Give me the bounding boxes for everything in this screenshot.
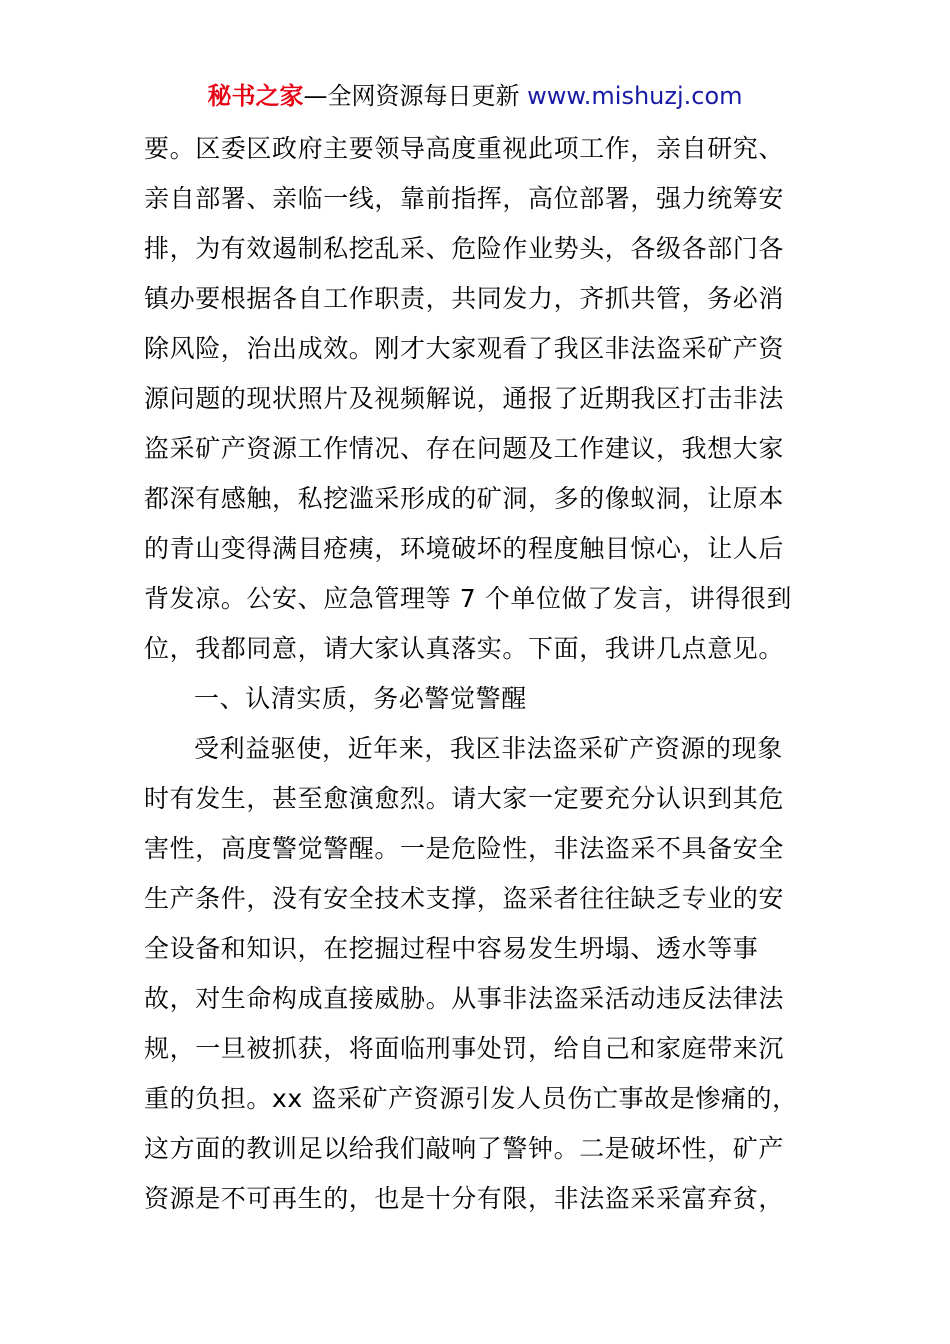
site-header [0,78,950,114]
body-line: 排，为有效遏制私挖乱采、危险作业势头，各级各部门各 [144,234,785,263]
body-line: 规，一旦被抓获，将面临刑事处罚，给自己和家庭带来沉 [144,1034,785,1063]
body-line: 源问题的现状照片及视频解说，通报了近期我区打击非法 [144,384,785,413]
section-heading: 一、认清实质，务必警觉警醒 [194,684,527,713]
body-line: 重的负担。xx 盗采矿产资源引发人员伤亡事故是惨痛的， [144,1084,798,1113]
body-line: 要。区委区政府主要领导高度重视此项工作，亲自研究、 [144,134,785,163]
body-line: 镇办要根据各自工作职责，共同发力，齐抓共管，务必消 [144,284,785,313]
site-tagline: —全网资源每日更新 [303,82,528,110]
body-line: 的青山变得满目疮痍，环境破坏的程度触目惊心，让人后 [144,534,785,563]
document-body [144,124,812,1224]
body-line: 除风险，治出成效。刚才大家观看了我区非法盗采矿产资 [144,334,785,363]
body-line: 盗采矿产资源工作情况、存在问题及工作建议，我想大家 [144,434,785,463]
body-line: 都深有感触，私挖滥采形成的矿洞，多的像蚁洞，让原本 [144,484,785,513]
body-line: 资源是不可再生的，也是十分有限，非法盗采采富弃贫， [144,1184,785,1213]
body-line: 受利益驱使，近年来，我区非法盗采矿产资源的现象 [194,734,783,763]
body-line: 亲自部署、亲临一线，靠前指挥，高位部署，强力统筹安 [144,184,785,213]
site-brand: 秘书之家 [207,82,304,110]
body-line: 生产条件，没有安全技术支撑，盗采者往往缺乏专业的安 [144,884,785,913]
body-line: 背发凉。公安、应急管理等 7 个单位做了发言，讲得很到 [144,584,793,613]
body-line: 故，对生命构成直接威胁。从事非法盗采活动违反法律法 [144,984,785,1013]
body-line: 全设备和知识，在挖掘过程中容易发生坍塌、透水等事 [144,934,759,963]
body-line: 位，我都同意，请大家认真落实。下面，我讲几点意见。 [144,634,785,663]
site-url-link[interactable]: www.mishuzj.com [527,82,743,110]
body-line: 时有发生，甚至愈演愈烈。请大家一定要充分认识到其危 [144,784,785,813]
body-line: 这方面的教训足以给我们敲响了警钟。二是破坏性，矿产 [144,1134,785,1163]
body-line: 害性，高度警觉警醒。一是危险性，非法盗采不具备安全 [144,834,785,863]
